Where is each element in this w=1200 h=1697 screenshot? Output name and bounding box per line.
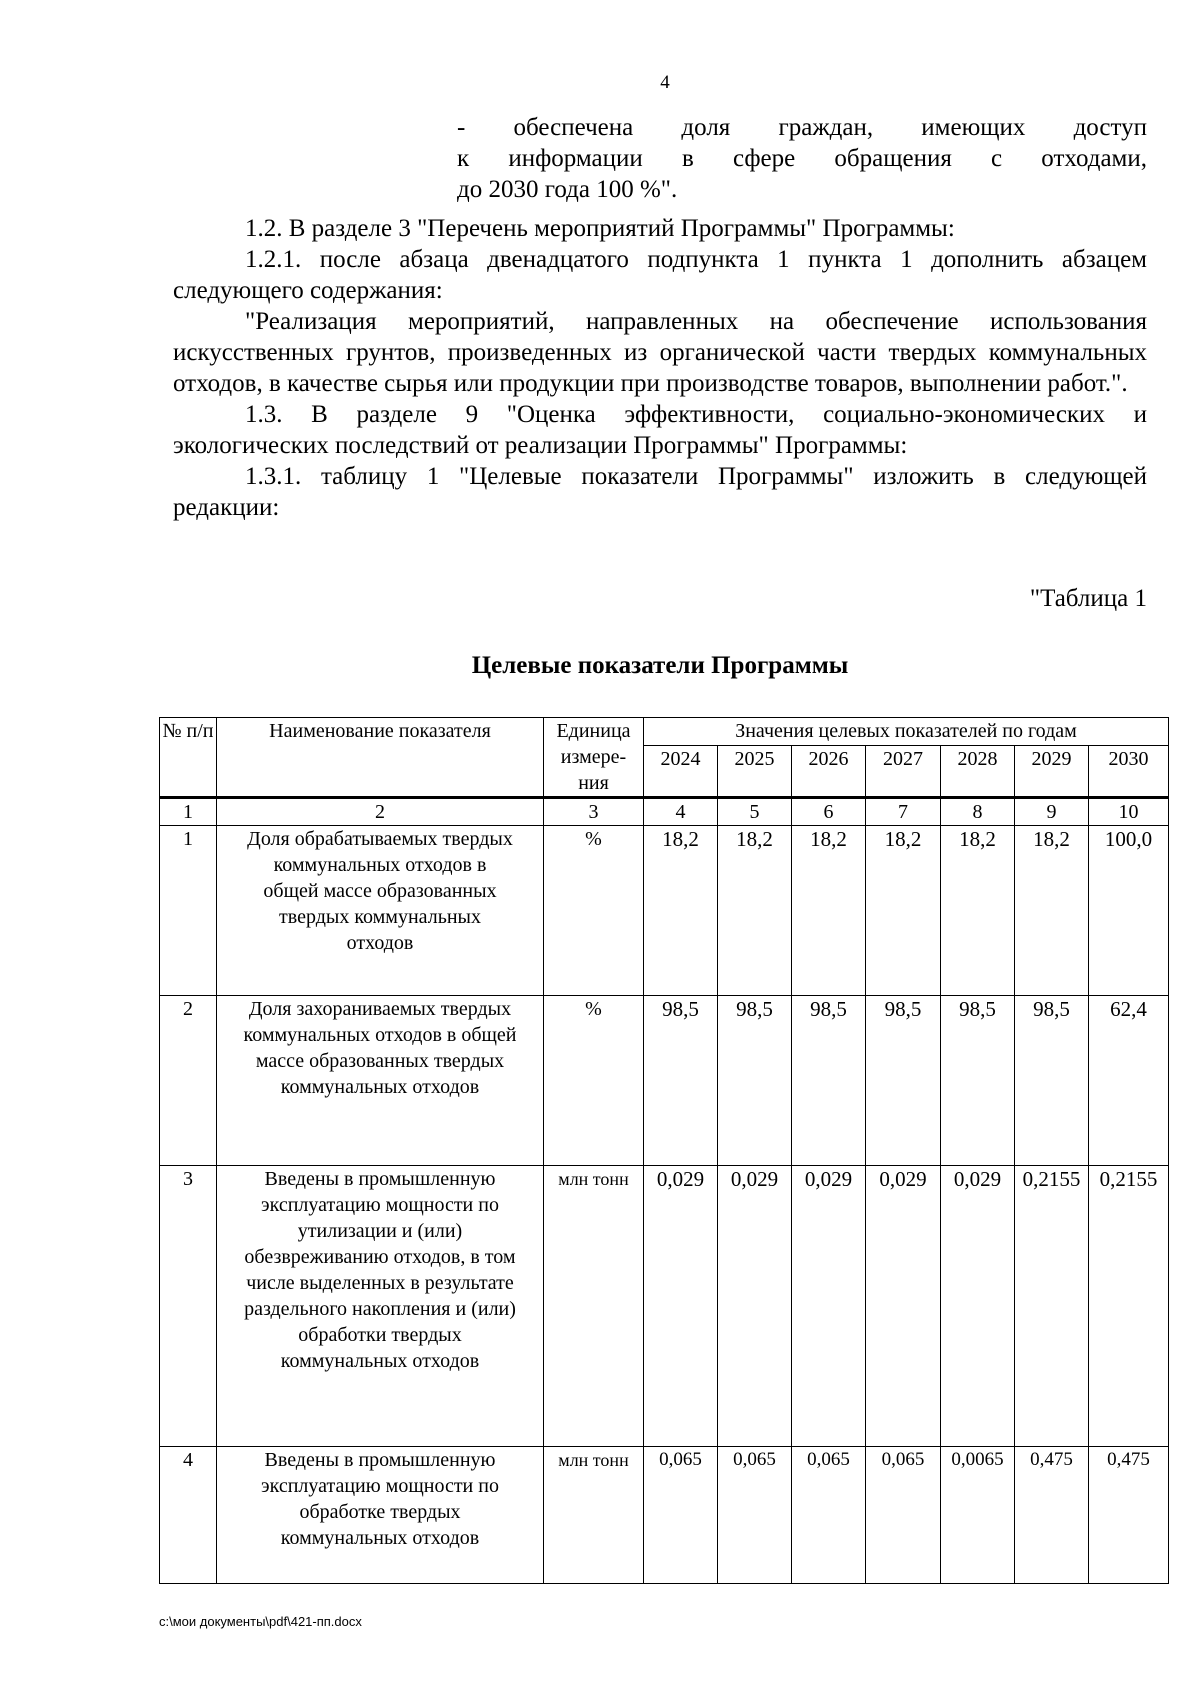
table-row bbox=[160, 1166, 1169, 1447]
row-unit: % bbox=[544, 826, 644, 996]
row-value: 0,475 bbox=[1089, 1447, 1169, 1584]
column-number: 5 bbox=[718, 798, 792, 826]
row-value: 0,065 bbox=[792, 1447, 866, 1584]
row-value: 0,065 bbox=[718, 1447, 792, 1584]
row-value: 0,2155 bbox=[1015, 1166, 1089, 1447]
row-value: 100,0 bbox=[1089, 826, 1169, 996]
row-value: 18,2 bbox=[866, 826, 941, 996]
table-row bbox=[160, 826, 1169, 996]
column-number: 9 bbox=[1015, 798, 1089, 826]
column-number: 4 bbox=[644, 798, 718, 826]
header-year: 2024 bbox=[644, 746, 718, 798]
table-caption: "Таблица 1 bbox=[1029, 585, 1147, 612]
column-number: 2 bbox=[217, 798, 544, 826]
column-number: 1 bbox=[160, 798, 217, 826]
intro-block bbox=[457, 112, 1147, 205]
row-unit: % bbox=[544, 996, 644, 1166]
column-numbers-row bbox=[160, 798, 1169, 826]
table-row bbox=[160, 996, 1169, 1166]
row-value: 0,029 bbox=[718, 1166, 792, 1447]
row-name: Введены в промышленную эксплуатацию мощности по утилизации и (или) обезвреживанию отходов, в том числе выделенных в результате раздельного накопления и (или) обработки твердых коммунальных отходов bbox=[217, 1166, 544, 1447]
row-name: Доля обрабатываемых твердых коммунальных отходов в общей массе образованных твердых коммунальных отходов bbox=[217, 826, 544, 996]
body-text bbox=[173, 213, 1147, 523]
row-value: 0,029 bbox=[644, 1166, 718, 1447]
row-value: 18,2 bbox=[1015, 826, 1089, 996]
row-value: 98,5 bbox=[1015, 996, 1089, 1166]
header-year: 2028 bbox=[941, 746, 1015, 798]
column-number: 3 bbox=[544, 798, 644, 826]
header-year: 2030 bbox=[1089, 746, 1169, 798]
row-value: 0,475 bbox=[1015, 1447, 1089, 1584]
table-title: Целевые показатели Программы bbox=[471, 652, 849, 679]
row-num: 2 bbox=[160, 996, 217, 1166]
row-value: 0,0065 bbox=[941, 1447, 1015, 1584]
column-number: 8 bbox=[941, 798, 1015, 826]
header-year: 2027 bbox=[866, 746, 941, 798]
row-value: 0,029 bbox=[792, 1166, 866, 1447]
header-unit: Единица измере-ния bbox=[544, 718, 644, 798]
row-value: 0,029 bbox=[941, 1166, 1015, 1447]
row-value: 18,2 bbox=[644, 826, 718, 996]
row-value: 18,2 bbox=[941, 826, 1015, 996]
row-value: 0,065 bbox=[644, 1447, 718, 1584]
header-year: 2029 bbox=[1015, 746, 1089, 798]
paragraph-1-2: 1.2. В разделе 3 "Перечень мероприятий Программы" Программы: bbox=[245, 215, 955, 242]
row-value: 62,4 bbox=[1089, 996, 1169, 1166]
row-value: 18,2 bbox=[718, 826, 792, 996]
row-num: 1 bbox=[160, 826, 217, 996]
table-row bbox=[160, 1447, 1169, 1584]
row-value: 98,5 bbox=[941, 996, 1015, 1166]
paragraph-1-2-1: 1.2.1. после абзаца двенадцатого подпункта 1 пункта 1 дополнить абзацем следующего содержания: bbox=[173, 246, 1147, 304]
header-year: 2026 bbox=[792, 746, 866, 798]
row-value: 0,029 bbox=[866, 1166, 941, 1447]
header-values: Значения целевых показателей по годам bbox=[644, 718, 1169, 746]
row-value: 18,2 bbox=[792, 826, 866, 996]
row-value: 98,5 bbox=[644, 996, 718, 1166]
indicators-table bbox=[159, 717, 1169, 1584]
row-value: 0,065 bbox=[866, 1447, 941, 1584]
intro-line-3: до 2030 года 100 %". bbox=[457, 176, 678, 203]
row-num: 3 bbox=[160, 1166, 217, 1447]
row-value: 98,5 bbox=[866, 996, 941, 1166]
row-value: 0,2155 bbox=[1089, 1166, 1169, 1447]
column-number: 6 bbox=[792, 798, 866, 826]
paragraph-1-3: 1.3. В разделе 9 "Оценка эффективности, социально-экономических и экологических последствий от реализации Программы" Программы: bbox=[173, 401, 1147, 459]
column-number: 7 bbox=[866, 798, 941, 826]
row-value: 98,5 bbox=[718, 996, 792, 1166]
header-name: Наименование показателя bbox=[217, 718, 544, 798]
page-number: 4 bbox=[660, 72, 670, 93]
row-name: Доля захораниваемых твердых коммунальных отходов в общей массе образованных твердых коммунальных отходов bbox=[217, 996, 544, 1166]
paragraph-quote: "Реализация мероприятий, направленных на обеспечение использования искусственных грунтов, произведенных из органической части твердых коммунальных отходов, в качестве сырья или продукции при производстве товаров, выполнении работ.". bbox=[173, 308, 1147, 397]
row-num: 4 bbox=[160, 1447, 217, 1584]
header-num: № п/п bbox=[160, 718, 217, 798]
row-name: Введены в промышленную эксплуатацию мощности по обработке твердых коммунальных отходов bbox=[217, 1447, 544, 1584]
row-unit: млн тонн bbox=[544, 1166, 644, 1447]
row-unit: млн тонн bbox=[544, 1447, 644, 1584]
paragraph-1-3-1: 1.3.1. таблицу 1 "Целевые показатели Программы" изложить в следующей редакции: bbox=[173, 463, 1147, 521]
intro-line-2: к информации в сфере обращения с отходами, bbox=[457, 145, 1147, 172]
header-year: 2025 bbox=[718, 746, 792, 798]
intro-line-1: - обеспечена доля граждан, имеющих доступ bbox=[457, 114, 1147, 141]
column-number: 10 bbox=[1089, 798, 1169, 826]
footer-file-path: c:\мои документы\pdf\421-пп.docx bbox=[159, 1614, 362, 1629]
row-value: 98,5 bbox=[792, 996, 866, 1166]
